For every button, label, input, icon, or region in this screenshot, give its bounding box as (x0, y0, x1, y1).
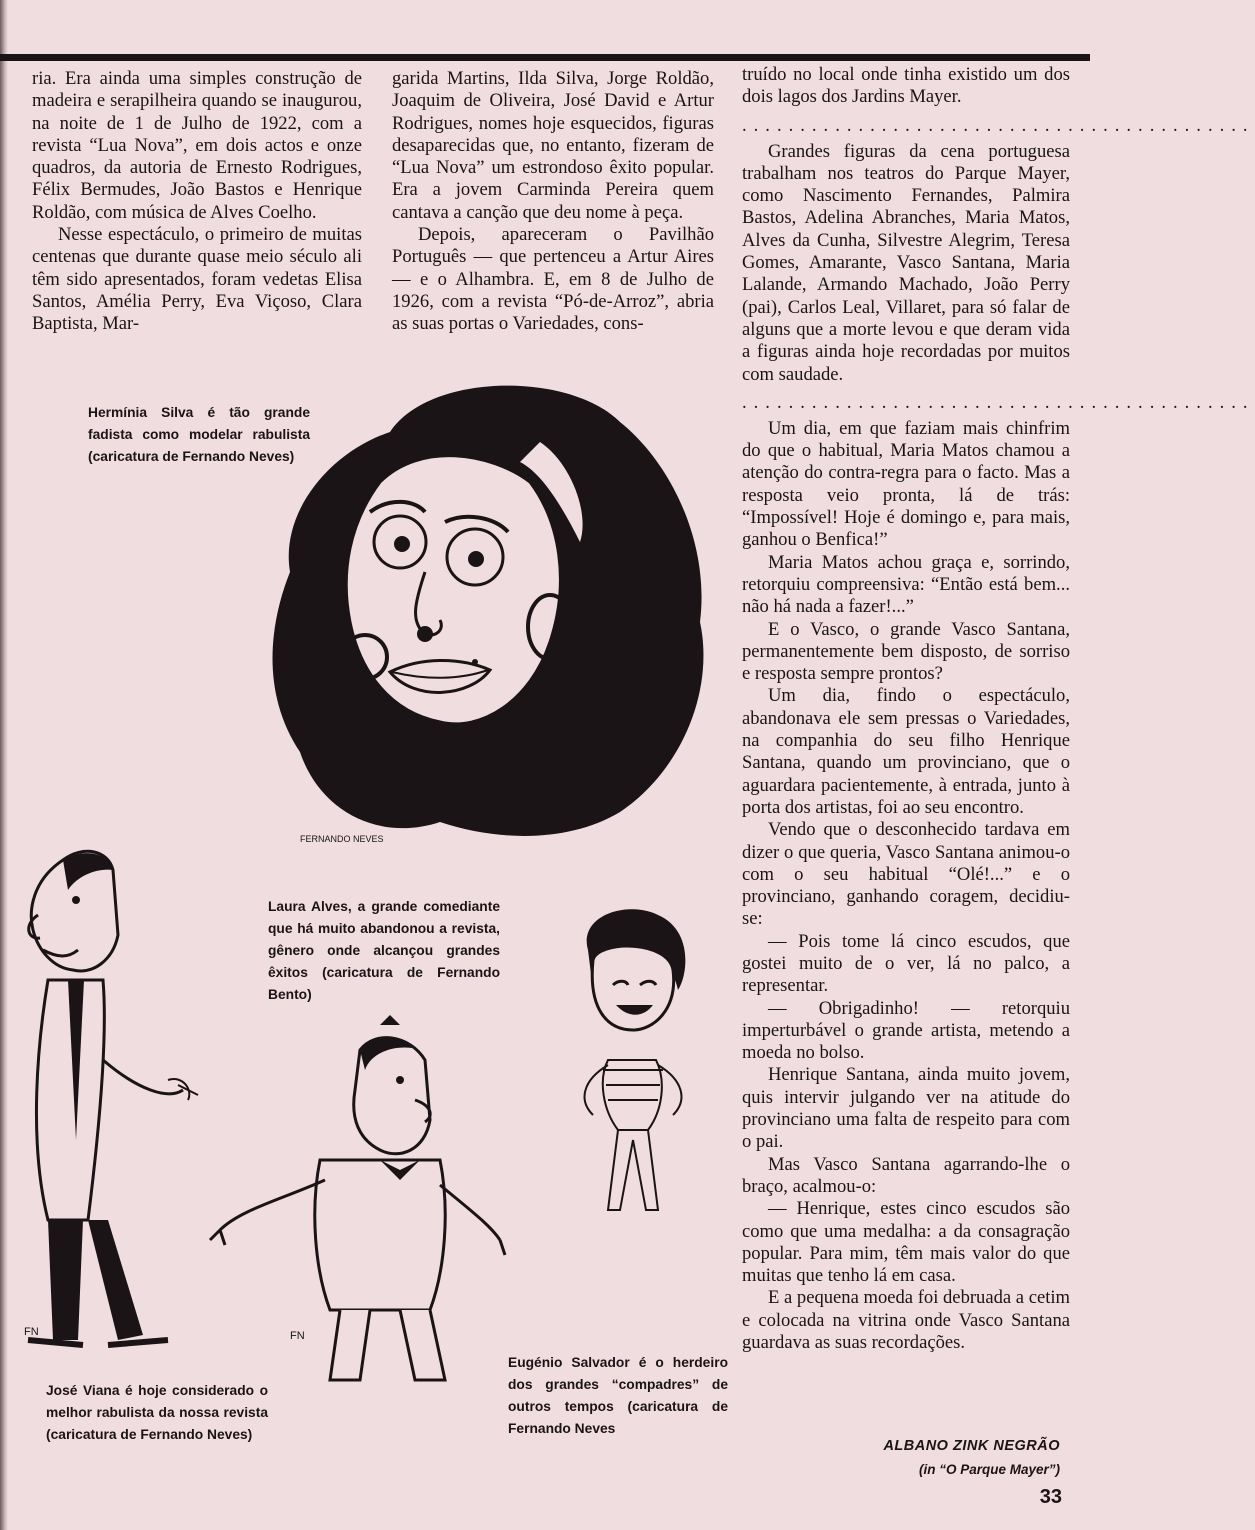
caption-eugenio-salvador: Eugénio Salvador é o herdeiro dos grandes “compadres” de outros tempos (caricatura de Fernando Neves (508, 1355, 728, 1436)
paragraph: Vendo que o desconhecido tardava em dizer o que queria, Vasco Santana animou-o com o seu habitual “Olé!...” e o provinciano, ganhando coragem, decidiu-se: (742, 819, 1070, 930)
text-column-2 (392, 68, 714, 336)
paragraph: ria. Era ainda uma simples construção de madeira e serapilheira quando se inaugurou, na noite de 1 de Julho de 1922, com a revista “Lua Nova”, em dois actos e onze quadros, da autoria de Ernesto Rodrigues, Félix Bermudes, João Bastos e Henrique Roldão, com música de Alves Coelho. (32, 68, 362, 223)
svg-text:FERNANDO NEVES: FERNANDO NEVES (300, 834, 384, 844)
top-rule (0, 54, 1090, 61)
paragraph: E a pequena moeda foi debruada a cetim e colocada na vitrina onde Vasco Santana guardava as suas recordações. (742, 1287, 1071, 1354)
artist-mark: FN (290, 1330, 305, 1342)
paragraph: — Henrique, estes cinco escudos são como que uma medalha: a da consagração popular. Para mim, têm mais valor do que muitas que tenho lá em casa. (742, 1198, 1070, 1287)
paragraph: — Pois tome lá cinco escudos, que gostei muito de o ver, lá no palco, a representar. (742, 930, 1070, 997)
caricature-herminia-silva (240, 372, 760, 872)
paragraph: Um dia, em que faziam mais chinfrim do que o habitual, Maria Matos chamou a atenção do contra-regra para o facto. Mas a resposta veio pronta, lá de trás: “Impossível! Hoje é domingo e, para mais, ganhou o Benfica!” (742, 417, 1070, 551)
page-number: 33 (1039, 1486, 1062, 1508)
author-name: ALBANO ZINK NEGRÃO (883, 1438, 1060, 1454)
source-credit: (in “O Parque Mayer”) (918, 1462, 1060, 1477)
paragraph: Henrique Santana, ainda muito jovem, quis intervir julgando ver na atitude do provinciano uma falta de respeito para com o pai. (742, 1064, 1070, 1153)
paragraph: E o Vasco, o grande Vasco Santana, permanentemente bem disposto, de sorriso e resposta sempre prontos? (742, 618, 1070, 685)
caption-jose-viana: José Viana é hoje considerado o melhor rabulista da nossa revista (caricatura de Fernando Neves) (46, 1383, 268, 1442)
paragraph: Um dia, findo o espectáculo, abandonava ele sem pressas o Variedades, na companhia do seu filho Henrique Santana, quando um provinciano, que o aguardara pacientemente, à entrada, junto à porta dos artistas, foi ao seu encontro. (742, 685, 1070, 818)
text-column-1 (32, 68, 362, 336)
section-separator: ............................................ (742, 114, 1255, 136)
caricature-jose-viana (8, 840, 208, 1380)
page-spine-shadow (0, 0, 8, 1530)
paragraph: — Obrigadinho! — retorquiu imperturbável o grande artista, metendo a moeda no bolso. (742, 997, 1070, 1064)
paragraph: Mas Vasco Santana agarrando-lhe o braço, acalmou-o: (742, 1153, 1070, 1197)
paragraph: Depois, apareceram o Pavilhão Português — que pertenceu a Artur Aires — e o Alhambra. E, em 8 de Julho de 1926, com a revista “Pó-de-Arroz”, abria as suas portas o Variedades, cons- (392, 224, 714, 335)
caption-laura-alves: Laura Alves, a grande comediante que há muito abandonou a revista, gênero onde alcançou grandes êxitos (caricatura de Fernando Bento) (268, 899, 500, 1002)
section-separator: ............................................ (742, 391, 1255, 413)
paragraph: Maria Matos achou graça e, sorrindo, retorquiu compreensiva: “Então está bem... não há nada a fazer!...” (742, 551, 1070, 618)
artist-mark: FN (24, 1326, 39, 1338)
caption-herminia-silva: Hermínia Silva é tão grande fadista como modelar rabulista (caricatura de Fernando Neves) (88, 405, 310, 464)
text-column-3 (742, 64, 1255, 1354)
caricature-laura-alves (548, 900, 718, 1230)
paragraph: truído no local onde tinha existido um dos dois lagos dos Jardins Mayer. (742, 64, 1070, 108)
caricature-eugenio-salvador (200, 1010, 510, 1390)
paragraph: Grandes figuras da cena portuguesa trabalham nos teatros do Parque Mayer, como Nascimento Fernandes, Palmira Bastos, Adelina Abranches, Maria Matos, Alves da Cunha, Silvestre Alegrim, Teresa Gomes, Amarante, Vasco Santana, Maria Lalande, Armando Machado, João Perry (pai), Carlos Leal, Villaret, para só falar de alguns que a morte levou e que deram vida a figuras ainda hoje recordadas por muitos com saudade. (742, 140, 1070, 385)
paragraph: garida Martins, Ilda Silva, Jorge Roldão, Joaquim de Oliveira, José David e Artur Rodrigues, nomes hoje esquecidos, figuras desaparecidas que, no entanto, fizeram de “Lua Nova” um estrondoso êxito popular. Era a jovem Carminda Pereira quem cantava a canção que deu nome à peça. (392, 68, 714, 223)
paragraph: Nesse espectáculo, o primeiro de muitas centenas que durante quase meio século ali têm sido apresentados, foram vedetas Elisa Santos, Amélia Perry, Eva Viçoso, Clara Baptista, Mar- (32, 224, 362, 335)
